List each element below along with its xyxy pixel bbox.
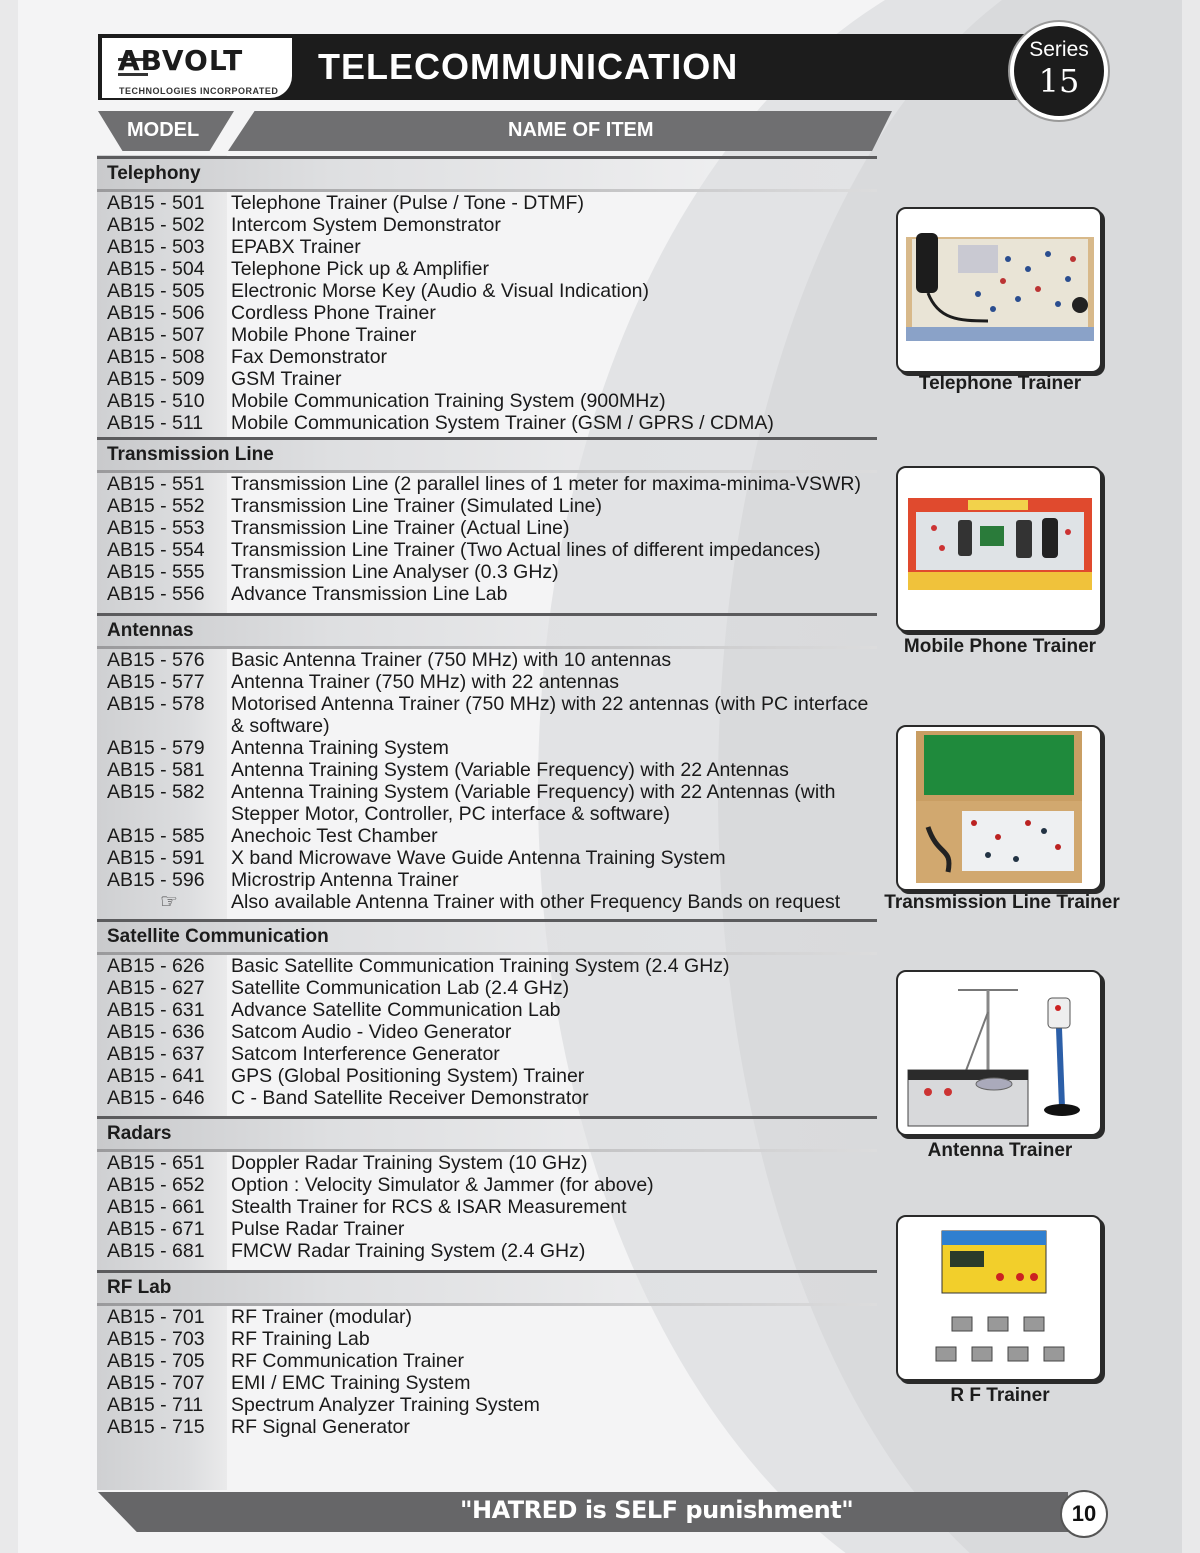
model-number: AB15 - 582	[107, 781, 205, 803]
item-name: Satcom Audio - Video Generator	[231, 1021, 512, 1043]
item-name: Fax Demonstrator	[231, 346, 388, 368]
item-name: Antenna Training System (Variable Frequency) with 22 Antennas	[231, 759, 789, 781]
section-rf-lab	[97, 1270, 877, 1438]
catalog-row	[97, 346, 877, 368]
model-number: AB15 - 627	[107, 977, 205, 999]
item-name: Advance Satellite Communication Lab	[231, 999, 561, 1021]
item-name: EMI / EMC Training System	[231, 1372, 471, 1394]
model-number: AB15 - 578	[107, 693, 205, 715]
item-name: GSM Trainer	[231, 368, 342, 390]
section-antennas	[97, 613, 877, 913]
item-name: Telephone Trainer (Pulse / Tone - DTMF)	[231, 192, 584, 214]
item-name: Transmission Line Trainer (Actual Line)	[231, 517, 570, 539]
model-number: AB15 - 579	[107, 737, 205, 759]
model-number: AB15 - 554	[107, 539, 205, 561]
rf-trainer-photo	[896, 1215, 1102, 1381]
item-name: EPABX Trainer	[231, 236, 361, 258]
item-name: Mobile Communication System Trainer (GSM / GPRS / CDMA)	[231, 412, 774, 434]
model-number: AB15 - 511	[107, 412, 204, 434]
item-name: Spectrum Analyzer Training System	[231, 1394, 540, 1416]
section-radars	[97, 1116, 877, 1262]
section-transmission-line	[97, 437, 877, 605]
item-name: Intercom System Demonstrator	[231, 214, 501, 236]
model-number: AB15 - 703	[107, 1328, 205, 1350]
item-name: Also available Antenna Trainer with other Frequency Bands on request	[231, 891, 841, 913]
catalog-row	[97, 258, 877, 280]
item-name: Transmission Line Trainer (Simulated Line)	[231, 495, 603, 517]
model-number: AB15 - 556	[107, 583, 205, 605]
item-name: Electronic Morse Key (Audio & Visual Indication)	[231, 280, 650, 302]
item-name: Antenna Training System (Variable Frequency) with 22 Antennas (with Stepper Motor, Controller, PC interface & software)	[231, 781, 836, 825]
catalog-row	[97, 583, 877, 605]
item-name: Advance Transmission Line Lab	[231, 583, 508, 605]
catalog-row	[97, 390, 877, 412]
section-title: Transmission Line	[97, 437, 877, 470]
item-name: Mobile Phone Trainer	[231, 324, 417, 346]
catalog-row	[97, 759, 877, 781]
pointing-hand-icon: ☞	[160, 891, 178, 913]
model-number: AB15 - 577	[107, 671, 205, 693]
model-number: AB15 - 504	[107, 258, 205, 280]
model-number: AB15 - 501	[107, 192, 205, 214]
catalog-row	[97, 1196, 877, 1218]
item-name: Option : Velocity Simulator & Jammer (for above)	[231, 1174, 654, 1196]
item-name: Antenna Trainer (750 MHz) with 22 antennas	[231, 671, 620, 693]
catalog-row	[97, 1152, 877, 1174]
transmission-line-trainer-caption: Transmission Line Trainer	[884, 892, 1120, 913]
model-number: AB15 - 506	[107, 302, 205, 324]
antenna-trainer-photo	[896, 970, 1102, 1136]
model-number: AB15 - 502	[107, 214, 205, 236]
item-name: Mobile Communication Training System (900MHz)	[231, 390, 666, 412]
name-column-header: NAME OF ITEM	[508, 119, 654, 141]
model-number: AB15 - 510	[107, 390, 205, 412]
model-column-header: MODEL	[127, 119, 200, 141]
series-badge	[1010, 22, 1108, 120]
item-name: Anechoic Test Chamber	[231, 825, 438, 847]
item-name: Transmission Line (2 parallel lines of 1 meter for maxima-minima-VSWR)	[231, 473, 861, 495]
model-number: AB15 - 701	[107, 1306, 205, 1328]
series-label: Series	[1029, 38, 1089, 61]
model-number: AB15 - 707	[107, 1372, 205, 1394]
model-number: AB15 - 646	[107, 1087, 205, 1109]
catalog-row	[97, 999, 877, 1021]
model-number: AB15 - 661	[107, 1196, 205, 1218]
model-number: AB15 - 711	[107, 1394, 204, 1416]
section-title: RF Lab	[97, 1270, 877, 1303]
item-name: RF Signal Generator	[231, 1416, 410, 1438]
model-number: AB15 - 552	[107, 495, 205, 517]
section-title: Satellite Communication	[97, 919, 877, 952]
catalog-row	[97, 1087, 877, 1109]
item-name: RF Communication Trainer	[231, 1350, 464, 1372]
catalog-row	[97, 368, 877, 390]
catalog-row	[97, 891, 877, 913]
item-name: Pulse Radar Trainer	[231, 1218, 405, 1240]
catalog-row	[97, 649, 877, 671]
item-name: Satcom Interference Generator	[231, 1043, 500, 1065]
catalog-row	[97, 1416, 877, 1438]
model-number: AB15 - 641	[107, 1065, 205, 1087]
model-number: AB15 - 715	[107, 1416, 205, 1438]
model-number: AB15 - 651	[107, 1152, 205, 1174]
catalog-row	[97, 1174, 877, 1196]
item-name: C - Band Satellite Receiver Demonstrator	[231, 1087, 589, 1109]
logo-text: ABVOLT	[118, 44, 244, 77]
model-number: AB15 - 626	[107, 955, 205, 977]
item-name: RF Training Lab	[231, 1328, 370, 1350]
item-name: Telephone Pick up & Amplifier	[231, 258, 489, 280]
page-number: 10	[1060, 1490, 1108, 1538]
catalog-row	[97, 517, 877, 539]
item-name: Transmission Line Analyser (0.3 GHz)	[231, 561, 559, 583]
catalog-row	[97, 869, 877, 891]
catalog-row	[97, 1372, 877, 1394]
catalog-row	[97, 280, 877, 302]
catalog-row	[97, 1306, 877, 1328]
model-number: AB15 - 681	[107, 1240, 205, 1262]
item-name: Basic Satellite Communication Training System (2.4 GHz)	[231, 955, 730, 977]
model-number: AB15 - 585	[107, 825, 205, 847]
item-name: Motorised Antenna Trainer (750 MHz) with 22 antennas (with PC interface & software)	[231, 693, 869, 737]
telephone-trainer-caption: Telephone Trainer	[918, 373, 1082, 394]
model-number: AB15 - 581	[107, 759, 205, 781]
section-satellite-communication	[97, 919, 877, 1109]
model-number: AB15 - 591	[107, 847, 205, 869]
model-number: AB15 - 576	[107, 649, 205, 671]
catalog-row	[97, 671, 877, 693]
model-number: AB15 - 551	[107, 473, 205, 495]
transmission-line-trainer-photo	[896, 725, 1102, 891]
section-title: Radars	[97, 1116, 877, 1149]
catalog-row	[97, 236, 877, 258]
model-number: AB15 - 631	[107, 999, 205, 1021]
catalog-row	[97, 1350, 877, 1372]
model-number: AB15 - 555	[107, 561, 205, 583]
catalog-row	[97, 1240, 877, 1262]
model-number: AB15 - 509	[107, 368, 205, 390]
catalog-row	[97, 412, 877, 434]
section-telephony	[97, 156, 877, 434]
model-number: AB15 - 652	[107, 1174, 205, 1196]
catalog-row	[97, 495, 877, 517]
catalog-row	[97, 693, 877, 737]
catalog-row	[97, 192, 877, 214]
model-number: AB15 - 505	[107, 280, 205, 302]
item-name: Antenna Training System	[231, 737, 449, 759]
catalog-row	[97, 473, 877, 495]
item-name: Doppler Radar Training System (10 GHz)	[231, 1152, 588, 1174]
model-number: AB15 - 503	[107, 236, 205, 258]
logo-subtitle: TECHNOLOGIES INCORPORATED	[119, 86, 279, 96]
model-number: AB15 - 507	[107, 324, 205, 346]
catalog-row	[97, 977, 877, 999]
mobile-phone-trainer-caption: Mobile Phone Trainer	[903, 636, 1097, 657]
catalog-row	[97, 1394, 877, 1416]
telephone-trainer-photo	[896, 207, 1102, 373]
catalog-row	[97, 955, 877, 977]
catalog-row	[97, 1021, 877, 1043]
model-number: AB15 - 553	[107, 517, 205, 539]
model-number: AB15 - 636	[107, 1021, 205, 1043]
antenna-trainer-caption: Antenna Trainer	[927, 1140, 1073, 1161]
item-name: Satellite Communication Lab (2.4 GHz)	[231, 977, 570, 999]
catalog-row	[97, 539, 877, 561]
catalog-row	[97, 1328, 877, 1350]
model-number: AB15 - 596	[107, 869, 205, 891]
catalog-row	[97, 1218, 877, 1240]
page-title: TELECOMMUNICATION	[318, 46, 739, 87]
item-name: X band Microwave Wave Guide Antenna Training System	[231, 847, 726, 869]
item-name: Stealth Trainer for RCS & ISAR Measurement	[231, 1196, 627, 1218]
section-title: Telephony	[97, 156, 877, 189]
catalog-row	[97, 561, 877, 583]
section-title: Antennas	[97, 613, 877, 646]
item-name: Transmission Line Trainer (Two Actual lines of different impedances)	[231, 539, 821, 561]
catalog-row	[97, 1043, 877, 1065]
catalog-row	[97, 214, 877, 236]
series-number: 15	[1038, 62, 1080, 100]
footer-quote: "HATRED is SELF punishment"	[460, 1496, 854, 1524]
catalog-row	[97, 1065, 877, 1087]
catalog-row	[97, 781, 877, 825]
model-number: AB15 - 705	[107, 1350, 205, 1372]
item-name: FMCW Radar Training System (2.4 GHz)	[231, 1240, 586, 1262]
catalog-row	[97, 324, 877, 346]
catalog-row	[97, 302, 877, 324]
catalog-row	[97, 737, 877, 759]
item-name: GPS (Global Positioning System) Trainer	[231, 1065, 585, 1087]
mobile-phone-trainer-photo	[896, 466, 1102, 632]
rf-trainer-caption: R F Trainer	[950, 1385, 1050, 1406]
catalog-row	[97, 847, 877, 869]
item-name: Basic Antenna Trainer (750 MHz) with 10 antennas	[231, 649, 672, 671]
model-number: AB15 - 508	[107, 346, 205, 368]
item-name: Microstrip Antenna Trainer	[231, 869, 459, 891]
item-name: RF Trainer (modular)	[231, 1306, 412, 1328]
model-number: AB15 - 637	[107, 1043, 205, 1065]
item-name: Cordless Phone Trainer	[231, 302, 436, 324]
catalog-row	[97, 825, 877, 847]
model-number: AB15 - 671	[107, 1218, 205, 1240]
